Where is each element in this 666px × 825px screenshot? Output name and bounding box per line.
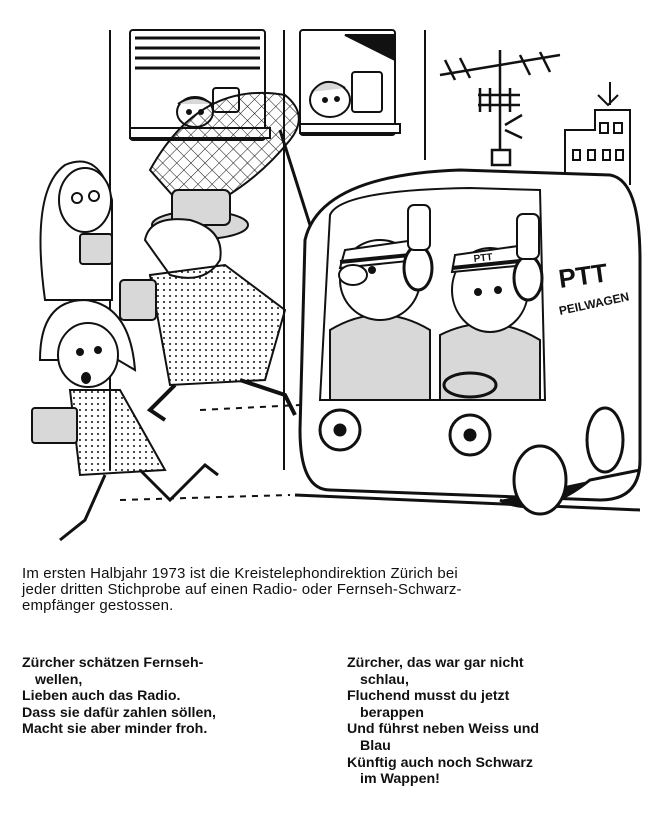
verse-line: Macht sie aber minder froh. xyxy=(22,721,208,738)
van-brand-text: PTT xyxy=(556,257,610,294)
caption-line: jeder dritten Stichprobe auf einen Radio- oder Fernseh-Schwarz- xyxy=(22,581,462,598)
verse-line: Lieben auch das Radio. xyxy=(22,688,181,705)
verse-line: Blau xyxy=(360,737,391,754)
verse-line: schlau, xyxy=(360,671,409,688)
woman-with-radio xyxy=(41,162,113,300)
verse-line: Zürcher, das war gar nicht xyxy=(347,655,524,671)
caption-text xyxy=(22,566,652,614)
verse-right xyxy=(347,655,647,788)
caption-line: empfänger gestossen. xyxy=(22,597,174,614)
van-label-text: PEILWAGEN xyxy=(557,289,631,318)
verse-line: Dass sie dafür zahlen söllen, xyxy=(22,704,216,721)
verse-line: wellen, xyxy=(35,671,83,688)
verse-line: berappen xyxy=(360,704,424,721)
verse-line: Künftig auch noch Schwarz xyxy=(347,754,534,771)
verse-line: Zürcher schätzen Fernseh- xyxy=(22,655,204,671)
verse-left xyxy=(22,655,322,738)
rooftop-house xyxy=(565,82,630,185)
window-person-right xyxy=(310,35,395,117)
caption-line: Im ersten Halbjahr 1973 ist die Kreistelephondirektion Zürich bei xyxy=(22,565,458,582)
verse-line: im Wappen! xyxy=(360,771,440,788)
verse-line: Fluchend musst du jetzt xyxy=(347,688,510,705)
cap-label-text: PTT xyxy=(473,252,494,265)
antenna-icon xyxy=(440,50,560,165)
verse-line: Und führst neben Weiss und xyxy=(347,721,540,738)
